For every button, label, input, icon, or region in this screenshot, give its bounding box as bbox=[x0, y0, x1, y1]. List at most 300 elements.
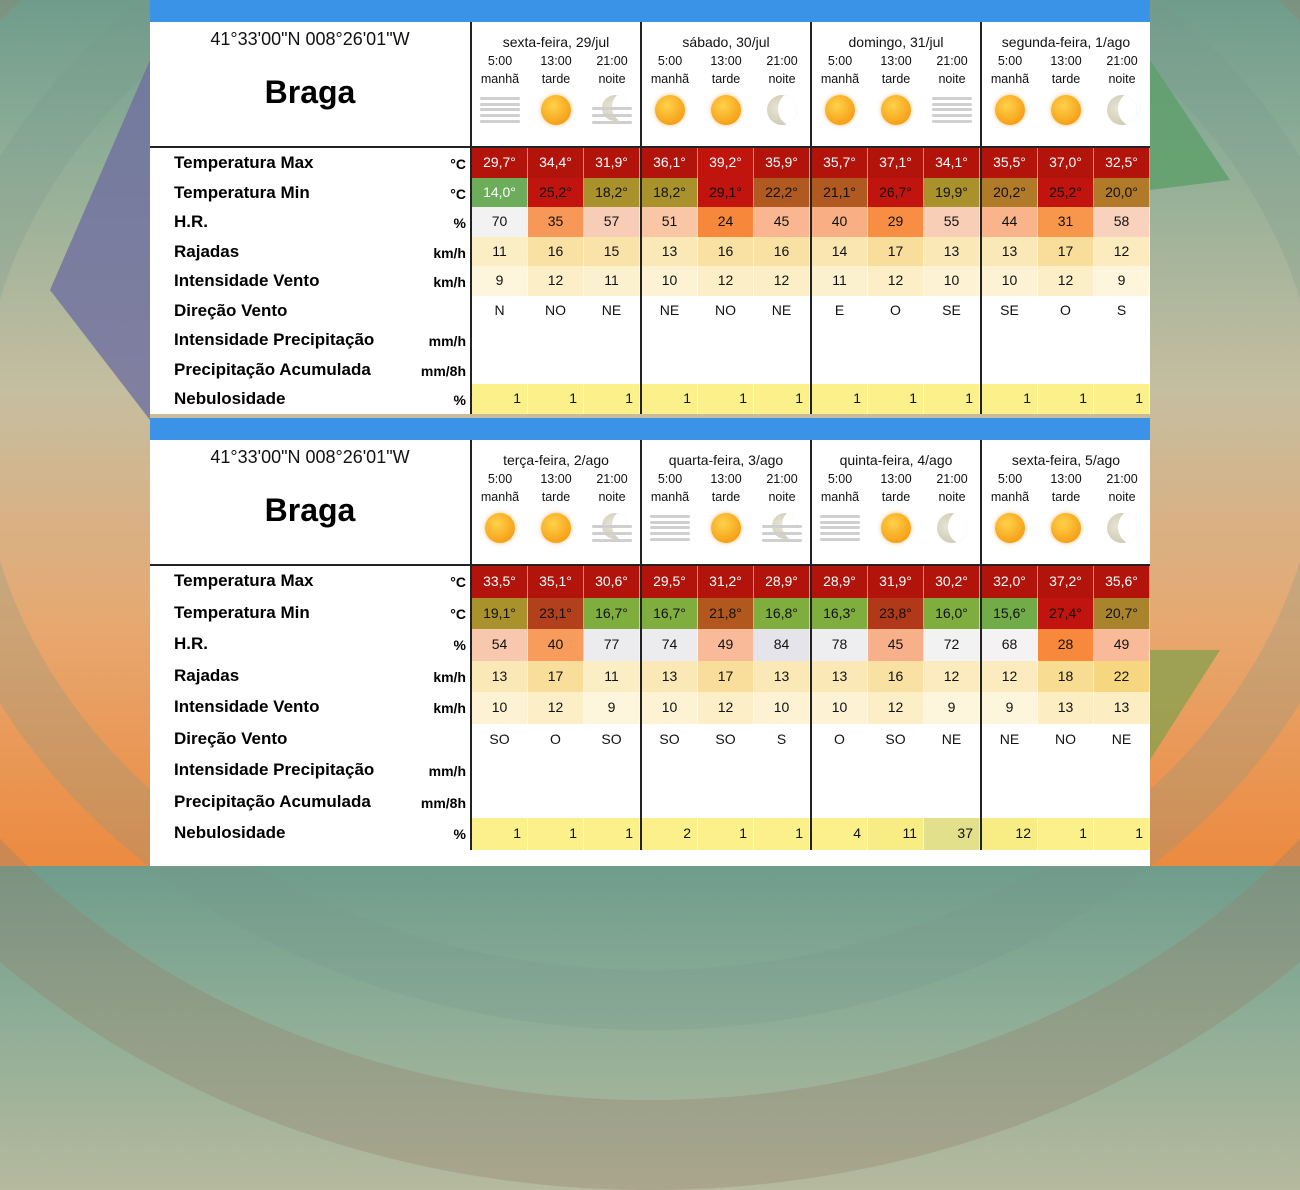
row-label-name: Direção Vento bbox=[174, 300, 288, 320]
slot-period: noite bbox=[598, 490, 626, 504]
time-slot bbox=[698, 470, 754, 548]
forecast-cell: 45 bbox=[754, 207, 810, 237]
forecast-cell: 12 bbox=[924, 661, 980, 693]
slot-period: noite bbox=[768, 490, 796, 504]
time-slot bbox=[924, 470, 980, 548]
forecast-cell: O bbox=[868, 296, 924, 326]
forecast-cell bbox=[472, 755, 528, 787]
forecast-cell bbox=[642, 355, 698, 385]
row-label bbox=[150, 661, 470, 693]
forecast-cell bbox=[812, 355, 868, 385]
time-slot bbox=[1038, 52, 1094, 130]
slot-period: manhã bbox=[990, 490, 1030, 504]
row-label-unit: % bbox=[453, 826, 466, 842]
coordinates: 41°33'00"N 008°26'01"W bbox=[210, 29, 410, 49]
forecast-cell: 35,6° bbox=[1094, 566, 1150, 598]
forecast-cell: 28 bbox=[1038, 629, 1094, 661]
forecast-cell bbox=[982, 355, 1038, 385]
forecast-cell: NE bbox=[584, 296, 640, 326]
forecast-cell: 27,4° bbox=[1038, 598, 1094, 630]
row-label-name: Temperatura Min bbox=[174, 602, 310, 622]
slot-time: 21:00 bbox=[596, 54, 628, 68]
forecast-cell bbox=[698, 755, 754, 787]
forecast-cell: 12 bbox=[982, 661, 1038, 693]
row-label-name: Intensidade Vento bbox=[174, 271, 320, 290]
forecast-cell: 72 bbox=[924, 629, 980, 661]
forecast-cell: 20,2° bbox=[982, 178, 1038, 208]
row-label-unit: mm/h bbox=[428, 333, 466, 349]
moon-mist-icon bbox=[592, 513, 632, 543]
forecast-row bbox=[150, 148, 1150, 178]
slot-period: manhã bbox=[480, 72, 520, 86]
forecast-cell: 57 bbox=[584, 207, 640, 237]
forecast-cell bbox=[698, 325, 754, 355]
row-label-unit: mm/8h bbox=[420, 794, 466, 811]
forecast-cell bbox=[868, 325, 924, 355]
day-title: segunda-feira, 1/ago bbox=[1001, 34, 1131, 50]
slot-period: tarde bbox=[1051, 72, 1081, 86]
forecast-cell bbox=[868, 755, 924, 787]
forecast-cell: 1 bbox=[698, 384, 754, 414]
forecast-cell: 70 bbox=[472, 207, 528, 237]
forecast-cell: 12 bbox=[528, 692, 584, 724]
forecast-row bbox=[150, 178, 1150, 208]
forecast-cell: 22 bbox=[1094, 661, 1150, 693]
forecast-cell: 16,8° bbox=[754, 598, 810, 630]
forecast-cell: 24 bbox=[698, 207, 754, 237]
slot-period: noite bbox=[938, 490, 966, 504]
forecast-cell bbox=[868, 355, 924, 385]
slot-time: 13:00 bbox=[880, 54, 912, 68]
forecast-cell: 14,0° bbox=[472, 178, 528, 208]
forecast-cell: 13 bbox=[812, 661, 868, 693]
row-label-unit: km/h bbox=[433, 700, 466, 716]
forecast-cell: 51 bbox=[642, 207, 698, 237]
forecast-cell bbox=[1038, 787, 1094, 819]
forecast-cell: 15,6° bbox=[982, 598, 1038, 630]
forecast-cell bbox=[528, 787, 584, 819]
forecast-cell: 31,2° bbox=[698, 566, 754, 598]
slot-time: 5:00 bbox=[997, 54, 1023, 68]
sun-icon bbox=[825, 95, 855, 125]
forecast-cell: O bbox=[1038, 296, 1094, 326]
row-label-name: Rajadas bbox=[174, 665, 240, 685]
row-label bbox=[150, 629, 470, 661]
forecast-cell: 13 bbox=[472, 661, 528, 693]
forecast-cell bbox=[982, 755, 1038, 787]
forecast-cell: 17 bbox=[868, 237, 924, 267]
forecast-cell: 13 bbox=[982, 237, 1038, 267]
forecast-cell: 13 bbox=[642, 237, 698, 267]
forecast-cell: E bbox=[812, 296, 868, 326]
forecast-cell: O bbox=[812, 724, 868, 756]
forecast-cell: SO bbox=[698, 724, 754, 756]
forecast-cell: 16,7° bbox=[584, 598, 640, 630]
forecast-cell: 1 bbox=[754, 818, 810, 850]
forecast-cell bbox=[642, 787, 698, 819]
row-label-unit: °C bbox=[450, 185, 466, 202]
forecast-cell: O bbox=[528, 724, 584, 756]
sun-icon bbox=[485, 513, 515, 543]
row-label bbox=[150, 384, 470, 414]
slot-period: noite bbox=[938, 72, 966, 86]
forecast-row bbox=[150, 755, 1150, 787]
slot-period: manhã bbox=[650, 72, 690, 86]
sun-icon bbox=[655, 95, 685, 125]
slot-time: 5:00 bbox=[827, 472, 853, 486]
day-column-header bbox=[980, 22, 1150, 146]
forecast-cell: 12 bbox=[982, 818, 1038, 850]
forecast-cell bbox=[754, 755, 810, 787]
forecast-cell: 4 bbox=[812, 818, 868, 850]
forecast-cell: 45 bbox=[868, 629, 924, 661]
forecast-cell: NE bbox=[982, 724, 1038, 756]
forecast-cell bbox=[698, 787, 754, 819]
forecast-cell bbox=[1094, 355, 1150, 385]
row-label-unit: °C bbox=[450, 156, 466, 172]
forecast-cell: 34,4° bbox=[528, 148, 584, 178]
moon-mist-icon bbox=[592, 95, 632, 125]
forecast-cell: 54 bbox=[472, 629, 528, 661]
forecast-cell: 35,9° bbox=[754, 148, 810, 178]
row-label-name: Intensidade Precipitação bbox=[174, 330, 375, 349]
forecast-cell: 10 bbox=[924, 266, 980, 296]
slot-time: 13:00 bbox=[540, 472, 572, 486]
slot-time: 13:00 bbox=[1050, 54, 1082, 68]
forecast-cell: 23,8° bbox=[868, 598, 924, 630]
forecast-cell bbox=[528, 755, 584, 787]
background-arrow-right bbox=[1150, 60, 1230, 190]
forecast-cell: 1 bbox=[698, 818, 754, 850]
sun-icon bbox=[1051, 95, 1081, 125]
row-label-unit: km/h bbox=[433, 274, 466, 290]
day-column-header bbox=[470, 22, 640, 146]
forecast-cell: 84 bbox=[754, 629, 810, 661]
forecast-cell: 16 bbox=[754, 237, 810, 267]
forecast-cell bbox=[1094, 325, 1150, 355]
slot-time: 21:00 bbox=[766, 472, 798, 486]
panel-header-bar bbox=[150, 418, 1150, 440]
forecast-cell bbox=[1094, 755, 1150, 787]
row-label-name: H.R. bbox=[174, 212, 208, 231]
forecast-cell: NE bbox=[924, 724, 980, 756]
time-slot bbox=[868, 52, 924, 130]
forecast-cell: 10 bbox=[642, 266, 698, 296]
forecast-cell: 16 bbox=[528, 237, 584, 267]
forecast-cell bbox=[812, 755, 868, 787]
slot-period: tarde bbox=[881, 490, 911, 504]
forecast-cell bbox=[982, 325, 1038, 355]
row-label-unit: % bbox=[453, 392, 466, 408]
forecast-row bbox=[150, 384, 1150, 414]
forecast-cell: 2 bbox=[642, 818, 698, 850]
forecast-row bbox=[150, 207, 1150, 237]
day-column-header bbox=[470, 440, 640, 564]
forecast-cell bbox=[584, 787, 640, 819]
slot-time: 13:00 bbox=[540, 54, 572, 68]
forecast-cell: 25,2° bbox=[1038, 178, 1094, 208]
row-label-name: Precipitação Acumulada bbox=[174, 359, 371, 379]
forecast-cell bbox=[1094, 787, 1150, 819]
forecast-cell bbox=[924, 325, 980, 355]
forecast-cell bbox=[472, 787, 528, 819]
row-label bbox=[150, 818, 470, 850]
forecast-row bbox=[150, 661, 1150, 693]
forecast-cell: 31,9° bbox=[584, 148, 640, 178]
forecast-cell: 30,2° bbox=[924, 566, 980, 598]
forecast-cell bbox=[812, 325, 868, 355]
forecast-cell bbox=[754, 355, 810, 385]
forecast-cell: S bbox=[754, 724, 810, 756]
slot-period: noite bbox=[598, 72, 626, 86]
forecast-cell: 1 bbox=[528, 384, 584, 414]
row-label bbox=[150, 355, 470, 385]
forecast-cell: 55 bbox=[924, 207, 980, 237]
row-label-unit: °C bbox=[450, 574, 466, 590]
time-slot bbox=[642, 470, 698, 548]
forecast-cell: SO bbox=[642, 724, 698, 756]
slot-time: 21:00 bbox=[1106, 54, 1138, 68]
row-label-name: Nebulosidade bbox=[174, 389, 286, 408]
row-label bbox=[150, 566, 470, 598]
forecast-cell: 11 bbox=[472, 237, 528, 267]
day-column-header bbox=[810, 440, 980, 564]
forecast-cell bbox=[698, 355, 754, 385]
time-slot bbox=[812, 52, 868, 130]
panel-header-bar bbox=[150, 0, 1150, 22]
forecast-row bbox=[150, 818, 1150, 850]
row-label bbox=[150, 148, 470, 178]
forecast-cell: 12 bbox=[1038, 266, 1094, 296]
row-label-unit: km/h bbox=[433, 668, 466, 685]
forecast-cell bbox=[584, 325, 640, 355]
forecast-cell bbox=[642, 755, 698, 787]
forecast-row bbox=[150, 692, 1150, 724]
forecast-row bbox=[150, 325, 1150, 355]
forecast-cell: 13 bbox=[924, 237, 980, 267]
slot-period: tarde bbox=[711, 490, 741, 504]
forecast-cell: 29 bbox=[868, 207, 924, 237]
forecast-cell: 1 bbox=[1038, 384, 1094, 414]
background-arrow-left bbox=[40, 60, 150, 420]
forecast-cell: 74 bbox=[642, 629, 698, 661]
forecast-cell bbox=[528, 325, 584, 355]
time-slot bbox=[754, 52, 810, 130]
forecast-cell: 32,5° bbox=[1094, 148, 1150, 178]
forecast-cell: 11 bbox=[868, 818, 924, 850]
forecast-cell: 68 bbox=[982, 629, 1038, 661]
time-slot bbox=[1094, 52, 1150, 130]
forecast-cell: 18,2° bbox=[584, 178, 640, 208]
mist-icon bbox=[932, 96, 972, 124]
slot-period: manhã bbox=[650, 490, 690, 504]
forecast-cell: 11 bbox=[584, 661, 640, 693]
sun-icon bbox=[711, 513, 741, 543]
forecast-cell: 35 bbox=[528, 207, 584, 237]
forecast-cell: 21,1° bbox=[812, 178, 868, 208]
forecast-row bbox=[150, 598, 1150, 630]
forecast-cell: 26,7° bbox=[868, 178, 924, 208]
forecast-cell: 1 bbox=[472, 818, 528, 850]
forecast-table bbox=[150, 566, 1150, 850]
row-label-unit: mm/h bbox=[428, 763, 466, 779]
forecast-cell: 34,1° bbox=[924, 148, 980, 178]
forecast-cell: 77 bbox=[584, 629, 640, 661]
forecast-table bbox=[150, 148, 1150, 414]
forecast-cell: N bbox=[472, 296, 528, 326]
row-label bbox=[150, 207, 470, 237]
forecast-cell: SE bbox=[982, 296, 1038, 326]
forecast-cell: SO bbox=[584, 724, 640, 756]
forecast-cell: NE bbox=[642, 296, 698, 326]
time-slot bbox=[1094, 470, 1150, 548]
slot-time: 13:00 bbox=[880, 472, 912, 486]
forecast-cell: NO bbox=[1038, 724, 1094, 756]
sun-icon bbox=[881, 95, 911, 125]
forecast-cell: 12 bbox=[868, 692, 924, 724]
slot-period: tarde bbox=[711, 72, 741, 86]
row-label-unit: % bbox=[453, 637, 466, 653]
forecast-cell: 35,1° bbox=[528, 566, 584, 598]
forecast-cell: 49 bbox=[698, 629, 754, 661]
forecast-cell: NE bbox=[754, 296, 810, 326]
forecast-cell: 12 bbox=[868, 266, 924, 296]
forecast-cell bbox=[982, 787, 1038, 819]
forecast-row bbox=[150, 237, 1150, 267]
forecast-cell: 10 bbox=[754, 692, 810, 724]
forecast-cell: 19,1° bbox=[472, 598, 528, 630]
mist-icon bbox=[480, 96, 520, 124]
slot-time: 13:00 bbox=[1050, 472, 1082, 486]
forecast-row bbox=[150, 629, 1150, 661]
forecast-cell: 14 bbox=[812, 237, 868, 267]
forecast-cell: 12 bbox=[698, 266, 754, 296]
sun-icon bbox=[881, 513, 911, 543]
row-label-unit: % bbox=[453, 215, 466, 231]
row-label-unit: °C bbox=[450, 605, 466, 622]
time-slot bbox=[528, 470, 584, 548]
forecast-cell: 12 bbox=[528, 266, 584, 296]
forecast-cell: 39,2° bbox=[698, 148, 754, 178]
forecast-cell: 12 bbox=[754, 266, 810, 296]
day-title: sexta-feira, 29/jul bbox=[502, 34, 610, 50]
forecast-cell: 1 bbox=[812, 384, 868, 414]
mist-icon bbox=[650, 514, 690, 542]
slot-time: 13:00 bbox=[710, 472, 742, 486]
forecast-cell: 1 bbox=[584, 384, 640, 414]
forecast-cell: 16,0° bbox=[924, 598, 980, 630]
forecast-cell: 1 bbox=[1094, 384, 1150, 414]
time-slot bbox=[982, 52, 1038, 130]
forecast-row bbox=[150, 296, 1150, 326]
forecast-cell bbox=[584, 755, 640, 787]
forecast-cell: 12 bbox=[1094, 237, 1150, 267]
slot-period: manhã bbox=[820, 72, 860, 86]
forecast-cell: 29,1° bbox=[698, 178, 754, 208]
forecast-cell: NO bbox=[698, 296, 754, 326]
forecast-cell: 9 bbox=[584, 692, 640, 724]
row-label-name: Intensidade Vento bbox=[174, 697, 320, 716]
forecast-cell bbox=[924, 355, 980, 385]
forecast-row bbox=[150, 566, 1150, 598]
forecast-cell: 13 bbox=[642, 661, 698, 693]
forecast-cell: 40 bbox=[528, 629, 584, 661]
time-slot bbox=[754, 470, 810, 548]
time-slot bbox=[812, 470, 868, 548]
forecast-cell: 31,9° bbox=[868, 566, 924, 598]
row-label-name: Temperatura Max bbox=[174, 571, 314, 590]
slot-time: 5:00 bbox=[657, 54, 683, 68]
day-title: sábado, 30/jul bbox=[682, 34, 770, 50]
forecast-cell bbox=[868, 787, 924, 819]
forecast-cell bbox=[528, 355, 584, 385]
row-label bbox=[150, 724, 470, 756]
time-slot bbox=[472, 52, 528, 130]
slot-period: manhã bbox=[990, 72, 1030, 86]
slot-period: tarde bbox=[541, 72, 571, 86]
day-title: quinta-feira, 4/ago bbox=[839, 452, 953, 468]
forecast-cell: 9 bbox=[1094, 266, 1150, 296]
day-title: quarta-feira, 3/ago bbox=[668, 452, 784, 468]
sun-icon bbox=[541, 95, 571, 125]
forecast-row bbox=[150, 724, 1150, 756]
forecast-cell bbox=[1038, 355, 1094, 385]
slot-period: tarde bbox=[541, 490, 571, 504]
forecast-cell: 1 bbox=[868, 384, 924, 414]
forecast-cell: 35,7° bbox=[812, 148, 868, 178]
moon-icon bbox=[767, 95, 797, 125]
forecast-panel-week2 bbox=[150, 418, 1150, 866]
forecast-cell: 36,1° bbox=[642, 148, 698, 178]
slot-period: tarde bbox=[881, 72, 911, 86]
row-label-name: Rajadas bbox=[174, 241, 240, 261]
slot-period: noite bbox=[1108, 72, 1136, 86]
forecast-cell: 13 bbox=[1094, 692, 1150, 724]
forecast-cell: 11 bbox=[812, 266, 868, 296]
forecast-cell: 37,1° bbox=[868, 148, 924, 178]
time-slot bbox=[584, 52, 640, 130]
forecast-cell: 9 bbox=[924, 692, 980, 724]
moon-icon bbox=[1107, 513, 1137, 543]
forecast-cell: 37 bbox=[924, 818, 980, 850]
time-slot bbox=[982, 470, 1038, 548]
forecast-cell: 1 bbox=[528, 818, 584, 850]
forecast-cell bbox=[924, 787, 980, 819]
forecast-cell: 15 bbox=[584, 237, 640, 267]
forecast-cell: 11 bbox=[584, 266, 640, 296]
forecast-cell: 58 bbox=[1094, 207, 1150, 237]
forecast-cell: 35,5° bbox=[982, 148, 1038, 178]
forecast-cell: 10 bbox=[812, 692, 868, 724]
forecast-cell bbox=[642, 325, 698, 355]
slot-time: 5:00 bbox=[997, 472, 1023, 486]
moon-mist-icon bbox=[762, 513, 802, 543]
slot-period: manhã bbox=[480, 490, 520, 504]
row-label bbox=[150, 266, 470, 296]
row-label-name: H.R. bbox=[174, 634, 208, 653]
forecast-cell bbox=[812, 787, 868, 819]
forecast-cell: SO bbox=[472, 724, 528, 756]
slot-time: 5:00 bbox=[657, 472, 683, 486]
city-name: Braga bbox=[264, 74, 356, 110]
sun-icon bbox=[1051, 513, 1081, 543]
time-slot bbox=[528, 52, 584, 130]
forecast-cell: 32,0° bbox=[982, 566, 1038, 598]
forecast-cell: 78 bbox=[812, 629, 868, 661]
panel-header bbox=[150, 440, 1150, 566]
moon-icon bbox=[1107, 95, 1137, 125]
forecast-cell: 17 bbox=[528, 661, 584, 693]
